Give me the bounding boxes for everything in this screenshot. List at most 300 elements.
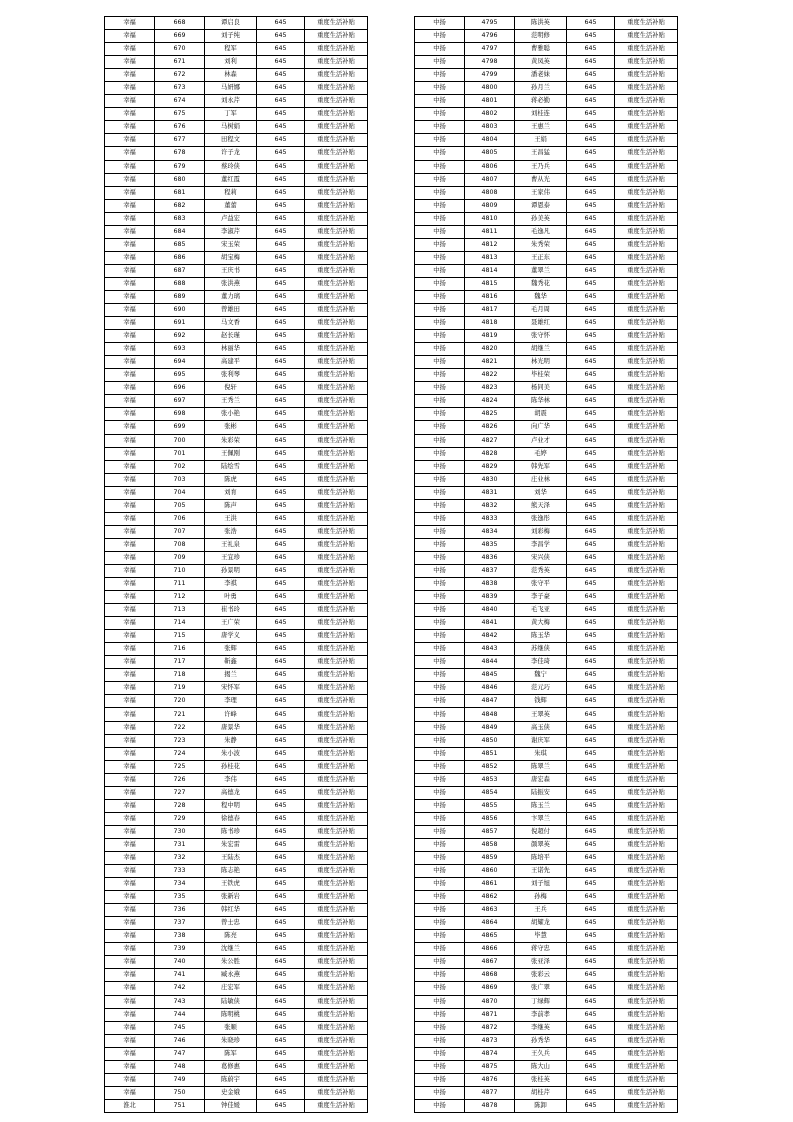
amount-cell: 645 bbox=[567, 956, 615, 969]
subsidy-type-cell: 重度生活补贴 bbox=[615, 304, 678, 317]
amount-cell: 645 bbox=[567, 330, 615, 343]
subsidy-type-cell: 重度生活补贴 bbox=[305, 669, 368, 682]
amount-cell: 645 bbox=[257, 799, 305, 812]
subsidy-type-cell: 重度生活补贴 bbox=[305, 186, 368, 199]
amount-cell: 645 bbox=[257, 551, 305, 564]
serial-number-cell: 4863 bbox=[465, 904, 515, 917]
area-cell: 幸福 bbox=[105, 408, 155, 421]
serial-number-cell: 669 bbox=[155, 30, 205, 43]
subsidy-type-cell: 重度生活补贴 bbox=[615, 786, 678, 799]
name-cell: 唐宏森 bbox=[515, 773, 567, 786]
name-cell: 曾雄田 bbox=[205, 304, 257, 317]
subsidy-type-cell: 重度生活补贴 bbox=[305, 682, 368, 695]
table-row bbox=[415, 812, 678, 825]
subsidy-type-cell: 重度生活补贴 bbox=[305, 865, 368, 878]
name-cell: 颜翠英 bbox=[515, 838, 567, 851]
serial-number-cell: 4804 bbox=[465, 134, 515, 147]
amount-cell: 645 bbox=[257, 95, 305, 108]
subsidy-type-cell: 重度生活补贴 bbox=[615, 825, 678, 838]
area-cell: 中扬 bbox=[415, 656, 465, 669]
serial-number-cell: 722 bbox=[155, 721, 205, 734]
serial-number-cell: 672 bbox=[155, 69, 205, 82]
name-cell: 倪轩 bbox=[205, 382, 257, 395]
subsidy-type-cell: 重度生活补贴 bbox=[615, 56, 678, 69]
subsidy-type-cell: 重度生活补贴 bbox=[305, 708, 368, 721]
name-cell: 林光明 bbox=[515, 356, 567, 369]
area-cell: 幸福 bbox=[105, 251, 155, 264]
serial-number-cell: 748 bbox=[155, 1060, 205, 1073]
table-row bbox=[105, 486, 368, 499]
serial-number-cell: 4853 bbox=[465, 773, 515, 786]
subsidy-type-cell: 重度生活补贴 bbox=[305, 747, 368, 760]
table-row bbox=[415, 395, 678, 408]
name-cell: 张小艳 bbox=[205, 408, 257, 421]
table-row bbox=[105, 852, 368, 865]
table-row bbox=[105, 160, 368, 173]
serial-number-cell: 714 bbox=[155, 617, 205, 630]
name-cell: 王宜珍 bbox=[205, 551, 257, 564]
serial-number-cell: 4835 bbox=[465, 538, 515, 551]
area-cell: 幸福 bbox=[105, 356, 155, 369]
subsidy-type-cell: 重度生活补贴 bbox=[615, 564, 678, 577]
serial-number-cell: 4852 bbox=[465, 760, 515, 773]
table-row bbox=[105, 995, 368, 1008]
area-cell: 幸福 bbox=[105, 525, 155, 538]
table-row bbox=[415, 56, 678, 69]
table-row bbox=[105, 734, 368, 747]
area-cell: 幸福 bbox=[105, 786, 155, 799]
name-cell: 庄宏军 bbox=[205, 982, 257, 995]
subsidy-type-cell: 重度生活补贴 bbox=[615, 891, 678, 904]
area-cell: 幸福 bbox=[105, 1034, 155, 1047]
amount-cell: 645 bbox=[567, 799, 615, 812]
area-cell: 中扬 bbox=[415, 630, 465, 643]
subsidy-type-cell: 重度生活补贴 bbox=[305, 17, 368, 30]
subsidy-type-cell: 重度生活补贴 bbox=[305, 1060, 368, 1073]
name-cell: 刘子纯 bbox=[205, 30, 257, 43]
name-cell: 崔书玲 bbox=[205, 604, 257, 617]
area-cell: 中扬 bbox=[415, 343, 465, 356]
amount-cell: 645 bbox=[257, 395, 305, 408]
amount-cell: 645 bbox=[567, 1099, 615, 1112]
amount-cell: 645 bbox=[257, 290, 305, 303]
serial-number-cell: 4878 bbox=[465, 1099, 515, 1112]
serial-number-cell: 4808 bbox=[465, 186, 515, 199]
amount-cell: 645 bbox=[257, 617, 305, 630]
table-row bbox=[415, 1099, 678, 1112]
subsidy-type-cell: 重度生活补贴 bbox=[305, 904, 368, 917]
amount-cell: 645 bbox=[257, 734, 305, 747]
amount-cell: 645 bbox=[257, 525, 305, 538]
table-row bbox=[105, 643, 368, 656]
subsidy-type-cell: 重度生活补贴 bbox=[615, 512, 678, 525]
name-cell: 范秀英 bbox=[515, 564, 567, 577]
name-cell: 唐景华 bbox=[205, 721, 257, 734]
serial-number-cell: 678 bbox=[155, 147, 205, 160]
amount-cell: 645 bbox=[257, 891, 305, 904]
area-cell: 幸福 bbox=[105, 499, 155, 512]
serial-number-cell: 4822 bbox=[465, 369, 515, 382]
amount-cell: 645 bbox=[257, 408, 305, 421]
amount-cell: 645 bbox=[567, 943, 615, 956]
area-cell: 幸福 bbox=[105, 290, 155, 303]
subsidy-type-cell: 重度生活补贴 bbox=[615, 617, 678, 630]
subsidy-type-cell: 重度生活补贴 bbox=[615, 238, 678, 251]
name-cell: 王洪 bbox=[205, 512, 257, 525]
subsidy-type-cell: 重度生活补贴 bbox=[615, 121, 678, 134]
amount-cell: 645 bbox=[567, 160, 615, 173]
table-row bbox=[415, 956, 678, 969]
area-cell: 幸福 bbox=[105, 369, 155, 382]
table-row bbox=[105, 1008, 368, 1021]
subsidy-type-cell: 重度生活补贴 bbox=[305, 617, 368, 630]
table-row bbox=[415, 186, 678, 199]
amount-cell: 645 bbox=[257, 708, 305, 721]
amount-cell: 645 bbox=[257, 277, 305, 290]
name-cell: 李伟 bbox=[205, 773, 257, 786]
area-cell: 中扬 bbox=[415, 304, 465, 317]
amount-cell: 645 bbox=[257, 69, 305, 82]
serial-number-cell: 4858 bbox=[465, 838, 515, 851]
table-row bbox=[415, 160, 678, 173]
name-cell: 毕慧 bbox=[515, 930, 567, 943]
name-cell: 倪超付 bbox=[515, 825, 567, 838]
area-cell: 中扬 bbox=[415, 17, 465, 30]
subsidy-type-cell: 重度生活补贴 bbox=[615, 773, 678, 786]
serial-number-cell: 4838 bbox=[465, 578, 515, 591]
subsidy-type-cell: 重度生活补贴 bbox=[305, 786, 368, 799]
serial-number-cell: 4864 bbox=[465, 917, 515, 930]
serial-number-cell: 4807 bbox=[465, 173, 515, 186]
subsidy-type-cell: 重度生活补贴 bbox=[615, 682, 678, 695]
serial-number-cell: 4798 bbox=[465, 56, 515, 69]
serial-number-cell: 4849 bbox=[465, 721, 515, 734]
area-cell: 幸福 bbox=[105, 1086, 155, 1099]
amount-cell: 645 bbox=[257, 930, 305, 943]
name-cell: 黄大梅 bbox=[515, 617, 567, 630]
name-cell: 程莉 bbox=[205, 186, 257, 199]
amount-cell: 645 bbox=[257, 852, 305, 865]
name-cell: 张彩云 bbox=[515, 969, 567, 982]
name-cell: 宋怀军 bbox=[205, 682, 257, 695]
area-cell: 幸福 bbox=[105, 656, 155, 669]
amount-cell: 645 bbox=[257, 1099, 305, 1112]
area-cell: 中扬 bbox=[415, 160, 465, 173]
subsidy-type-cell: 重度生活补贴 bbox=[615, 17, 678, 30]
amount-cell: 645 bbox=[257, 108, 305, 121]
table-row bbox=[415, 551, 678, 564]
area-cell: 中扬 bbox=[415, 421, 465, 434]
serial-number-cell: 4820 bbox=[465, 343, 515, 356]
serial-number-cell: 4796 bbox=[465, 30, 515, 43]
serial-number-cell: 4829 bbox=[465, 460, 515, 473]
subsidy-type-cell: 重度生活补贴 bbox=[305, 317, 368, 330]
area-cell: 中扬 bbox=[415, 186, 465, 199]
area-cell: 幸福 bbox=[105, 852, 155, 865]
name-cell: 陈卸 bbox=[515, 1099, 567, 1112]
table-row bbox=[415, 878, 678, 891]
subsidy-type-cell: 重度生活补贴 bbox=[615, 199, 678, 212]
name-cell: 毛飞亚 bbox=[515, 604, 567, 617]
amount-cell: 645 bbox=[257, 956, 305, 969]
amount-cell: 645 bbox=[567, 69, 615, 82]
name-cell: 张亚泽 bbox=[515, 956, 567, 969]
subsidy-type-cell: 重度生活补贴 bbox=[615, 1047, 678, 1060]
table-row bbox=[415, 512, 678, 525]
amount-cell: 645 bbox=[567, 317, 615, 330]
area-cell: 幸福 bbox=[105, 421, 155, 434]
amount-cell: 645 bbox=[257, 434, 305, 447]
subsidy-type-cell: 重度生活补贴 bbox=[305, 356, 368, 369]
area-cell: 中扬 bbox=[415, 786, 465, 799]
serial-number-cell: 4827 bbox=[465, 434, 515, 447]
area-cell: 中扬 bbox=[415, 564, 465, 577]
table-row bbox=[415, 682, 678, 695]
area-cell: 中扬 bbox=[415, 447, 465, 460]
amount-cell: 645 bbox=[257, 473, 305, 486]
serial-number-cell: 680 bbox=[155, 173, 205, 186]
table-row bbox=[415, 1060, 678, 1073]
serial-number-cell: 735 bbox=[155, 891, 205, 904]
name-cell: 卢业才 bbox=[515, 434, 567, 447]
serial-number-cell: 4824 bbox=[465, 395, 515, 408]
amount-cell: 645 bbox=[567, 434, 615, 447]
serial-number-cell: 719 bbox=[155, 682, 205, 695]
serial-number-cell: 4870 bbox=[465, 995, 515, 1008]
serial-number-cell: 4874 bbox=[465, 1047, 515, 1060]
name-cell: 叶勇 bbox=[205, 591, 257, 604]
subsidy-type-cell: 重度生活补贴 bbox=[305, 656, 368, 669]
subsidy-type-cell: 重度生活补贴 bbox=[615, 943, 678, 956]
area-cell: 幸福 bbox=[105, 82, 155, 95]
subsidy-type-cell: 重度生活补贴 bbox=[615, 578, 678, 591]
serial-number-cell: 4809 bbox=[465, 199, 515, 212]
table-row bbox=[415, 473, 678, 486]
table-row bbox=[105, 147, 368, 160]
name-cell: 陈军 bbox=[205, 1047, 257, 1060]
table-row bbox=[105, 1034, 368, 1047]
serial-number-cell: 4819 bbox=[465, 330, 515, 343]
subsidy-type-cell: 重度生活补贴 bbox=[615, 134, 678, 147]
area-cell: 中扬 bbox=[415, 408, 465, 421]
name-cell: 黄凤英 bbox=[515, 56, 567, 69]
serial-number-cell: 4818 bbox=[465, 317, 515, 330]
area-cell: 中扬 bbox=[415, 773, 465, 786]
amount-cell: 645 bbox=[257, 721, 305, 734]
name-cell: 韩红华 bbox=[205, 904, 257, 917]
area-cell: 幸福 bbox=[105, 277, 155, 290]
subsidy-type-cell: 重度生活补贴 bbox=[615, 499, 678, 512]
amount-cell: 645 bbox=[567, 1086, 615, 1099]
table-row bbox=[415, 382, 678, 395]
area-cell: 幸福 bbox=[105, 264, 155, 277]
area-cell: 中扬 bbox=[415, 1099, 465, 1112]
table-row bbox=[415, 1008, 678, 1021]
name-cell: 卞翠兰 bbox=[515, 812, 567, 825]
amount-cell: 645 bbox=[567, 264, 615, 277]
name-cell: 卢益宏 bbox=[205, 212, 257, 225]
table-row bbox=[105, 656, 368, 669]
subsidy-type-cell: 重度生活补贴 bbox=[615, 95, 678, 108]
serial-number-cell: 4811 bbox=[465, 225, 515, 238]
name-cell: 熊天泽 bbox=[515, 499, 567, 512]
subsidy-type-cell: 重度生活补贴 bbox=[615, 838, 678, 851]
table-row bbox=[105, 604, 368, 617]
amount-cell: 645 bbox=[257, 564, 305, 577]
table-row bbox=[415, 865, 678, 878]
subsidy-type-cell: 重度生活补贴 bbox=[615, 708, 678, 721]
table-row bbox=[105, 799, 368, 812]
table-row bbox=[105, 865, 368, 878]
table-row bbox=[105, 512, 368, 525]
amount-cell: 645 bbox=[257, 630, 305, 643]
table-row bbox=[105, 630, 368, 643]
name-cell: 马妍娜 bbox=[205, 82, 257, 95]
area-cell: 淮北 bbox=[105, 1099, 155, 1112]
amount-cell: 645 bbox=[567, 199, 615, 212]
amount-cell: 645 bbox=[257, 82, 305, 95]
amount-cell: 645 bbox=[567, 343, 615, 356]
amount-cell: 645 bbox=[567, 538, 615, 551]
name-cell: 朱宏雷 bbox=[205, 838, 257, 851]
area-cell: 幸福 bbox=[105, 343, 155, 356]
name-cell: 毛婷 bbox=[515, 447, 567, 460]
area-cell: 中扬 bbox=[415, 891, 465, 904]
serial-number-cell: 4823 bbox=[465, 382, 515, 395]
area-cell: 中扬 bbox=[415, 173, 465, 186]
table-row bbox=[415, 1021, 678, 1034]
name-cell: 丁绿辉 bbox=[515, 995, 567, 1008]
amount-cell: 645 bbox=[257, 369, 305, 382]
serial-number-cell: 674 bbox=[155, 95, 205, 108]
subsidy-type-cell: 重度生活补贴 bbox=[615, 551, 678, 564]
area-cell: 幸福 bbox=[105, 773, 155, 786]
area-cell: 幸福 bbox=[105, 682, 155, 695]
table-row bbox=[415, 1034, 678, 1047]
amount-cell: 645 bbox=[567, 304, 615, 317]
subsidy-type-cell: 重度生活补贴 bbox=[615, 277, 678, 290]
amount-cell: 645 bbox=[257, 838, 305, 851]
name-cell: 葛修惠 bbox=[205, 1060, 257, 1073]
name-cell: 李祺 bbox=[205, 578, 257, 591]
table-row bbox=[105, 878, 368, 891]
subsidy-type-cell: 重度生活补贴 bbox=[615, 878, 678, 891]
area-cell: 幸福 bbox=[105, 473, 155, 486]
amount-cell: 645 bbox=[567, 695, 615, 708]
name-cell: 程中明 bbox=[205, 799, 257, 812]
name-cell: 王陆杰 bbox=[205, 852, 257, 865]
area-cell: 中扬 bbox=[415, 865, 465, 878]
table-row bbox=[415, 225, 678, 238]
name-cell: 王翠英 bbox=[515, 708, 567, 721]
area-cell: 中扬 bbox=[415, 95, 465, 108]
area-cell: 中扬 bbox=[415, 852, 465, 865]
amount-cell: 645 bbox=[257, 447, 305, 460]
table-row bbox=[105, 747, 368, 760]
subsidy-type-cell: 重度生活补贴 bbox=[615, 30, 678, 43]
subsidy-type-cell: 重度生活补贴 bbox=[615, 212, 678, 225]
subsidy-type-cell: 重度生活补贴 bbox=[615, 186, 678, 199]
serial-number-cell: 4872 bbox=[465, 1021, 515, 1034]
subsidy-type-cell: 重度生活补贴 bbox=[305, 56, 368, 69]
amount-cell: 645 bbox=[567, 812, 615, 825]
amount-cell: 645 bbox=[567, 212, 615, 225]
name-cell: 董蕾 bbox=[205, 199, 257, 212]
serial-number-cell: 4837 bbox=[465, 564, 515, 577]
subsidy-type-cell: 重度生活补贴 bbox=[305, 734, 368, 747]
area-cell: 幸福 bbox=[105, 43, 155, 56]
amount-cell: 645 bbox=[257, 760, 305, 773]
name-cell: 王礼泉 bbox=[205, 538, 257, 551]
amount-cell: 645 bbox=[257, 917, 305, 930]
subsidy-type-cell: 重度生活补贴 bbox=[305, 486, 368, 499]
table-row bbox=[105, 369, 368, 382]
subsidy-type-cell: 重度生活补贴 bbox=[305, 173, 368, 186]
amount-cell: 645 bbox=[567, 121, 615, 134]
serial-number-cell: 4800 bbox=[465, 82, 515, 95]
table-row bbox=[105, 173, 368, 186]
subsidy-type-cell: 重度生活补贴 bbox=[615, 695, 678, 708]
serial-number-cell: 4830 bbox=[465, 473, 515, 486]
serial-number-cell: 713 bbox=[155, 604, 205, 617]
table-row bbox=[105, 343, 368, 356]
subsidy-type-cell: 重度生活补贴 bbox=[305, 134, 368, 147]
name-cell: 王乃兵 bbox=[515, 160, 567, 173]
subsidy-type-cell: 重度生活补贴 bbox=[305, 277, 368, 290]
serial-number-cell: 4842 bbox=[465, 630, 515, 643]
subsidy-type-cell: 重度生活补贴 bbox=[305, 147, 368, 160]
amount-cell: 645 bbox=[257, 982, 305, 995]
area-cell: 中扬 bbox=[415, 917, 465, 930]
amount-cell: 645 bbox=[257, 578, 305, 591]
table-row bbox=[415, 786, 678, 799]
amount-cell: 645 bbox=[567, 734, 615, 747]
subsidy-type-cell: 重度生活补贴 bbox=[615, 982, 678, 995]
amount-cell: 645 bbox=[567, 238, 615, 251]
serial-number-cell: 4873 bbox=[465, 1034, 515, 1047]
amount-cell: 645 bbox=[567, 447, 615, 460]
table-row bbox=[105, 982, 368, 995]
table-row bbox=[415, 43, 678, 56]
subsidy-type-cell: 重度生活补贴 bbox=[615, 356, 678, 369]
subsidy-type-cell: 重度生活补贴 bbox=[305, 995, 368, 1008]
table-row bbox=[415, 460, 678, 473]
name-cell: 陆绘雪 bbox=[205, 460, 257, 473]
subsidy-type-cell: 重度生活补贴 bbox=[305, 108, 368, 121]
amount-cell: 645 bbox=[567, 473, 615, 486]
amount-cell: 645 bbox=[257, 656, 305, 669]
table-row bbox=[105, 943, 368, 956]
table-row bbox=[105, 408, 368, 421]
area-cell: 中扬 bbox=[415, 969, 465, 982]
subsidy-type-cell: 重度生活补贴 bbox=[615, 330, 678, 343]
serial-number-cell: 720 bbox=[155, 695, 205, 708]
area-cell: 中扬 bbox=[415, 578, 465, 591]
serial-number-cell: 690 bbox=[155, 304, 205, 317]
table-row bbox=[415, 82, 678, 95]
area-cell: 中扬 bbox=[415, 264, 465, 277]
table-row bbox=[105, 669, 368, 682]
area-cell: 中扬 bbox=[415, 943, 465, 956]
amount-cell: 645 bbox=[257, 643, 305, 656]
name-cell: 毛逸凡 bbox=[515, 225, 567, 238]
subsidy-type-cell: 重度生活补贴 bbox=[305, 891, 368, 904]
amount-cell: 645 bbox=[257, 969, 305, 982]
subsidy-type-cell: 重度生活补贴 bbox=[305, 917, 368, 930]
area-cell: 幸福 bbox=[105, 943, 155, 956]
amount-cell: 645 bbox=[567, 551, 615, 564]
serial-number-cell: 4856 bbox=[465, 812, 515, 825]
